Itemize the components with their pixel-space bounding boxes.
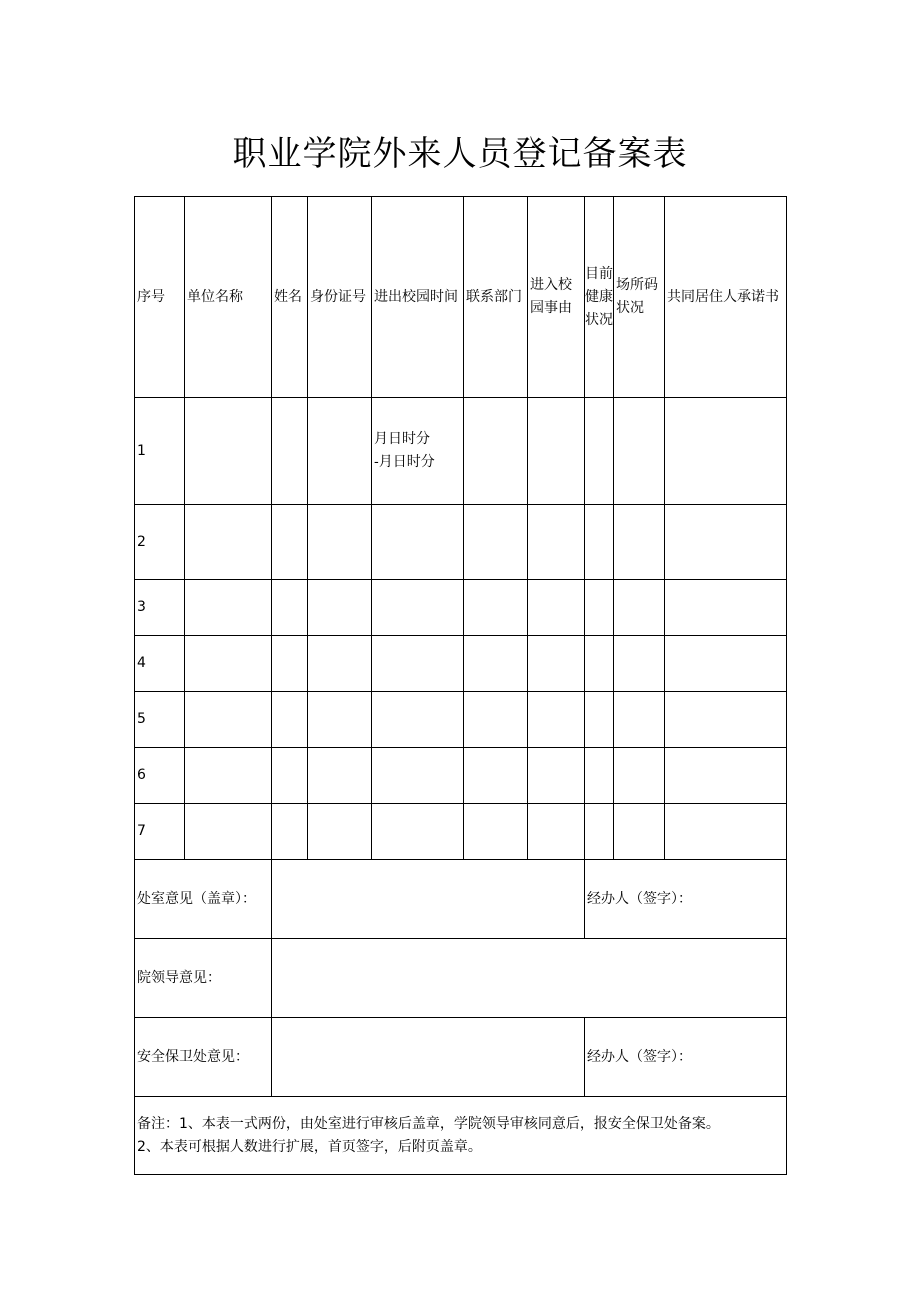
- time-cell[interactable]: [372, 580, 464, 636]
- code-cell[interactable]: [614, 636, 665, 692]
- id-cell[interactable]: [308, 748, 372, 804]
- header-code: 场所码状况: [614, 197, 665, 398]
- unit-cell[interactable]: [185, 804, 272, 860]
- time-cell[interactable]: [372, 398, 464, 505]
- unit-cell[interactable]: [185, 692, 272, 748]
- row-number: 7: [135, 804, 185, 860]
- name-cell[interactable]: [272, 692, 308, 748]
- health-cell[interactable]: [585, 398, 614, 505]
- reason-cell[interactable]: [528, 748, 585, 804]
- header-pledge: 共同居住人承诺书: [665, 197, 787, 398]
- reason-cell[interactable]: [528, 505, 585, 580]
- pledge-cell[interactable]: [665, 580, 787, 636]
- table-row: [135, 580, 787, 636]
- code-cell[interactable]: [614, 505, 665, 580]
- name-cell[interactable]: [272, 748, 308, 804]
- pledge-cell[interactable]: [665, 692, 787, 748]
- note-line-1: 备注：1、本表一式两份，由处室进行审核后盖章，学院领导审核同意后，报安全保卫处备案。: [137, 1115, 720, 1132]
- page-title: 职业学院外来人员登记备案表: [232, 134, 688, 174]
- pledge-cell[interactable]: [665, 804, 787, 860]
- time-start: 月日时分: [374, 431, 430, 447]
- row-number: 2: [135, 505, 185, 580]
- time-cell[interactable]: [372, 692, 464, 748]
- row-number: 6: [135, 748, 185, 804]
- table-row: [135, 692, 787, 748]
- security-opinion-field[interactable]: [272, 1018, 585, 1097]
- health-cell[interactable]: [585, 692, 614, 748]
- health-cell[interactable]: [585, 580, 614, 636]
- reason-cell[interactable]: [528, 692, 585, 748]
- id-cell[interactable]: [308, 692, 372, 748]
- header-health: [585, 197, 614, 398]
- reason-cell[interactable]: [528, 398, 585, 505]
- code-cell[interactable]: [614, 692, 665, 748]
- office-opinion-row: [135, 860, 787, 939]
- office-handler-signature[interactable]: 经办人（签字）：: [585, 860, 787, 939]
- reason-cell[interactable]: [528, 804, 585, 860]
- time-cell[interactable]: [372, 748, 464, 804]
- header-time: 进出校园时间: [372, 197, 464, 398]
- security-opinion-row: [135, 1018, 787, 1097]
- code-cell[interactable]: [614, 398, 665, 505]
- health-cell[interactable]: [585, 636, 614, 692]
- header-id: 身份证号: [308, 197, 372, 398]
- dept-cell[interactable]: [464, 636, 528, 692]
- id-cell[interactable]: [308, 580, 372, 636]
- table-row: [135, 636, 787, 692]
- name-cell[interactable]: [272, 505, 308, 580]
- unit-cell[interactable]: [185, 398, 272, 505]
- health-cell[interactable]: [585, 505, 614, 580]
- dept-cell[interactable]: [464, 505, 528, 580]
- id-cell[interactable]: [308, 636, 372, 692]
- time-end: -月日时分: [374, 454, 435, 470]
- table-row: [135, 748, 787, 804]
- code-cell[interactable]: [614, 580, 665, 636]
- security-opinion-label: 安全保卫处意见：: [135, 1018, 272, 1097]
- table-row: [135, 398, 787, 505]
- unit-cell[interactable]: [185, 748, 272, 804]
- leader-opinion-row: [135, 939, 787, 1018]
- header-name: 姓名: [272, 197, 308, 398]
- reason-cell[interactable]: [528, 580, 585, 636]
- row-number: 5: [135, 692, 185, 748]
- dept-cell[interactable]: [464, 398, 528, 505]
- header-reason: 进入校园事由: [528, 197, 585, 398]
- dept-cell[interactable]: [464, 804, 528, 860]
- dept-cell[interactable]: [464, 692, 528, 748]
- dept-cell[interactable]: [464, 580, 528, 636]
- id-cell[interactable]: [308, 398, 372, 505]
- health-cell[interactable]: [585, 804, 614, 860]
- office-opinion-label: 处室意见（盖章）：: [135, 860, 272, 939]
- id-cell[interactable]: [308, 505, 372, 580]
- pledge-cell[interactable]: [665, 398, 787, 505]
- leader-opinion-field[interactable]: [272, 939, 787, 1018]
- name-cell[interactable]: [272, 398, 308, 505]
- registration-table: [134, 196, 787, 1175]
- name-cell[interactable]: [272, 636, 308, 692]
- dept-cell[interactable]: [464, 748, 528, 804]
- unit-cell[interactable]: [185, 580, 272, 636]
- office-opinion-field[interactable]: [272, 860, 585, 939]
- header-health-text: 目前健康状况: [585, 265, 613, 328]
- header-unit: 单位名称: [185, 197, 272, 398]
- row-number: 4: [135, 636, 185, 692]
- note-line-2: 2、本表可根据人数进行扩展，首页签字，后附页盖章。: [137, 1138, 482, 1155]
- time-cell[interactable]: [372, 505, 464, 580]
- name-cell[interactable]: [272, 580, 308, 636]
- table-row: [135, 804, 787, 860]
- pledge-cell[interactable]: [665, 636, 787, 692]
- header-seq: 序号: [135, 197, 185, 398]
- code-cell[interactable]: [614, 804, 665, 860]
- security-handler-signature[interactable]: 经办人（签字）：: [585, 1018, 787, 1097]
- name-cell[interactable]: [272, 804, 308, 860]
- unit-cell[interactable]: [185, 505, 272, 580]
- reason-cell[interactable]: [528, 636, 585, 692]
- header-dept: 联系部门: [464, 197, 528, 398]
- time-cell[interactable]: [372, 804, 464, 860]
- header-row: [135, 197, 787, 398]
- notes-row: [135, 1097, 787, 1175]
- pledge-cell[interactable]: [665, 505, 787, 580]
- leader-opinion-label: 院领导意见：: [135, 939, 272, 1018]
- health-cell[interactable]: [585, 748, 614, 804]
- notes-cell: [135, 1097, 787, 1175]
- row-number: 3: [135, 580, 185, 636]
- id-cell[interactable]: [308, 804, 372, 860]
- table-row: [135, 505, 787, 580]
- code-cell[interactable]: [614, 748, 665, 804]
- time-cell[interactable]: [372, 636, 464, 692]
- unit-cell[interactable]: [185, 636, 272, 692]
- row-number: 1: [135, 398, 185, 505]
- pledge-cell[interactable]: [665, 748, 787, 804]
